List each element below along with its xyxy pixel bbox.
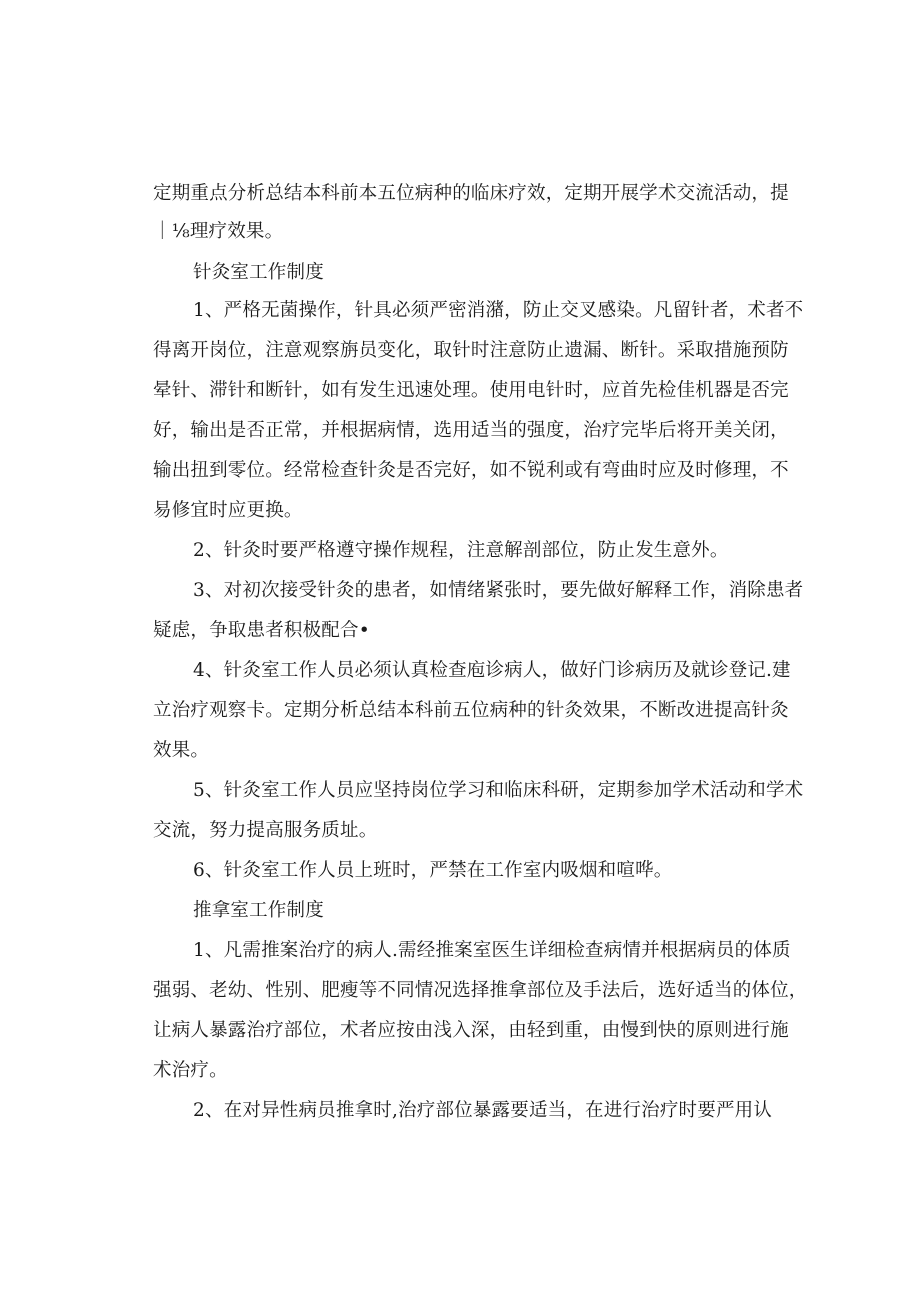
section-heading: 针灸室工作制度 — [193, 262, 324, 283]
text-line: 让病人暴露治疗部位，术者应按由浅入深，由轻到重，由慢到快的原则进行施 — [153, 1020, 789, 1041]
text-line: 2、针灸时要严格遵守操作规程，注意解剖部位，防止发生意外。 — [193, 540, 729, 561]
text-line: 强弱、老幼、性别、肥瘦等不同情况选择推拿部位及手法后，选好适当的体位， — [153, 980, 808, 1001]
text-line: 易修宜时应更换。 — [153, 500, 303, 521]
text-line: 交流，努力提高服务质址。 — [153, 820, 378, 841]
text-line: 定期重点分析总结本科前本五位病种的临床疗效，定期开展学术交流活动，提 — [153, 183, 789, 204]
text-line: 好，输出是否正常，并根据病情，选用适当的强度，治疗完毕后将开美关闭， — [153, 420, 789, 441]
text-line: 4、针灸室工作人员必须认真检查庖诊病人，做好门诊病历及就诊登记.建 — [193, 660, 791, 681]
text-line: 得离开岗位，注意观察旃员变化，取针时注意防止遗漏、断针。采取措施预防 — [153, 340, 789, 361]
section-heading: 推拿室工作制度 — [193, 900, 324, 921]
text-line: 5、针灸室工作人员应坚持岗位学习和临床科研，定期参加学术活动和学术 — [193, 780, 804, 801]
text-line: 2、在对异性病员推拿时,治疗部位暴露要适当，在进行治疗时要严用认 — [193, 1100, 773, 1121]
text-line: 输出扭到零位。经常检查针灸是否完好，如不锐利或有弯曲时应及时修理，不 — [153, 460, 789, 481]
text-line: 1、凡需推案治疗的病人.需经推案室医生详细检查病情并根据病员的体质 — [193, 940, 791, 961]
text-line: 效果。 — [153, 740, 210, 761]
text-line: ｜⅛理疗效果。 — [153, 221, 284, 242]
text-line: 立治疗观察卡。定期分析总结本科前五位病种的针灸效果，不断改进提高针灸 — [153, 700, 789, 721]
text-line: 疑虑，争取患者积极配合• — [153, 620, 370, 641]
text-line: 1、严格无菌操作，针具必须严密消潴，防止交叉感染。凡留针者，术者不 — [193, 300, 804, 321]
text-line: 3、对初次接受针灸的患者，如情绪紧张时，要先做好解释工作，消除患者 — [193, 580, 804, 601]
text-line: 6、针灸室工作人员上班时，严禁在工作室内吸烟和喧哗。 — [193, 860, 673, 881]
text-line: 术治疗。 — [153, 1060, 228, 1081]
text-line: 晕针、滞针和断针，如有发生迅速处理。使用电针时，应首先检佳机器是否完 — [153, 380, 789, 401]
